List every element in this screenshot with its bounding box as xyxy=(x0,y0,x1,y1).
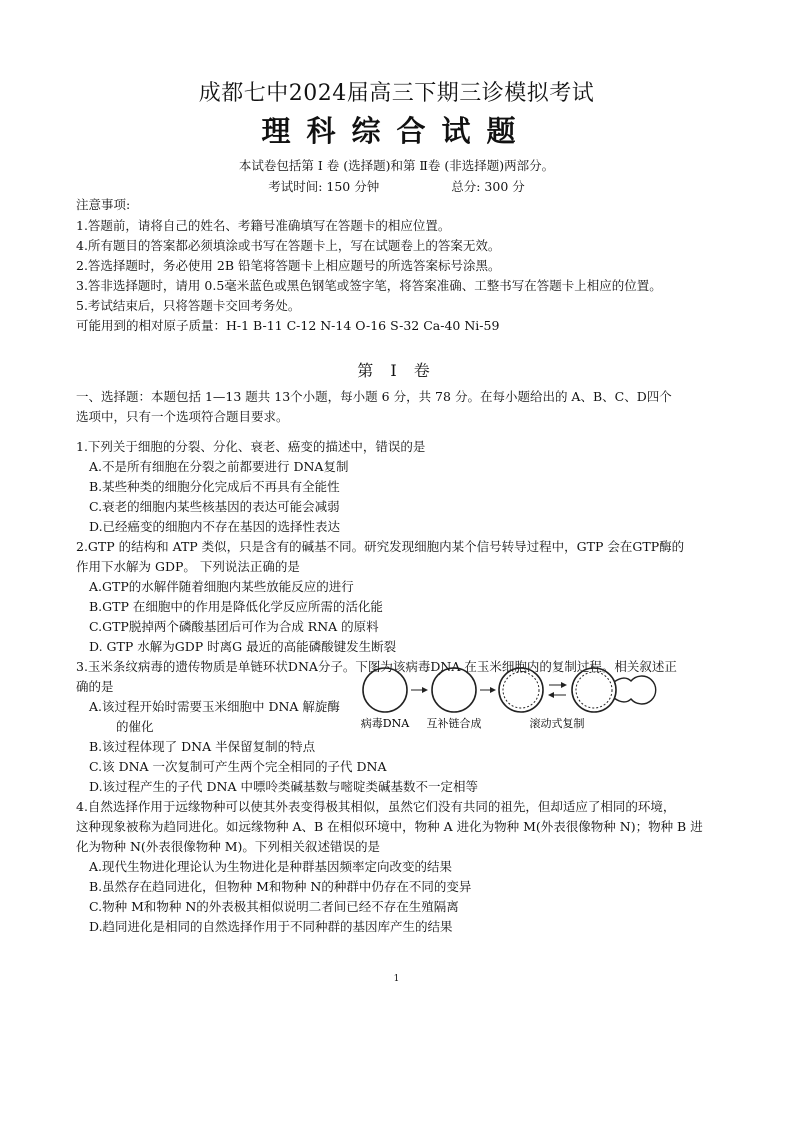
question-4-stem: 这种现象被称为趋同进化。如远缘物种 A、B 在相似环境中，物种 A 进化为物种 M(外表很像物种 N)；物种 B 进 xyxy=(76,819,703,834)
question-2-stem: 作用下水解为 GDP。 下列说法正确的是 xyxy=(76,559,300,574)
question-3-option-d: D.该过程产生的子代 DNA 中嘌呤类碱基数与嘧啶类碱基数不一定相等 xyxy=(89,779,478,794)
page-number: 1 xyxy=(393,974,400,984)
note-item: 2.答选择题时，务必使用 2B 铅笔将答题卡上相应题号的所选答案标号涂黑。 xyxy=(76,258,501,273)
question-4-stem: 化为物种 N(外表很像物种 M)。下列相关叙述错误的是 xyxy=(76,839,380,854)
note-item: 4.所有题目的答案都必须填涂或书写在答题卡上，写在试题卷上的答案无效。 xyxy=(76,238,501,253)
rolling-circle xyxy=(572,668,616,712)
rolling-circle-inner xyxy=(576,672,612,708)
question-4-stem: 4.自然选择作用于远缘物种可以使其外表变得极其相似，虽然它们没有共同的祖先，但却适应了相同的环境， xyxy=(76,799,676,814)
dna-replication-figure xyxy=(355,663,660,735)
note-item: 5.考试结束后，只将答题卡交回考务处。 xyxy=(76,298,301,313)
atomic-masses: 可能用到的相对原子质量：H-1 B-11 C-12 N-14 O-16 S-32 Ca-40 Ni-59 xyxy=(76,318,500,333)
question-3-stem: 3.玉米条纹病毒的遗传物质是单链环状DNA分子。下图为该病毒DNA 在玉米细胞内的复制过程。相关叙述正 xyxy=(76,659,677,674)
exam-time: 考试时间: 150 分钟 xyxy=(268,179,380,194)
question-3-option-a-cont: 的催化 xyxy=(116,719,154,734)
question-3-stem: 确的是 xyxy=(76,679,114,694)
question-3-option-c: C.该 DNA 一次复制可产生两个完全相同的子代 DNA xyxy=(89,759,387,774)
question-1-option-b: B.某些种类的细胞分化完成后不再具有全能性 xyxy=(89,479,340,494)
note-item: 3.答非选择题时，请用 0.5毫米蓝色或黑色钢笔或签字笔，将答案准确、工整书写在答题卡上相应的位置。 xyxy=(76,278,662,293)
question-4-option-d: D.趋同进化是相同的自然选择作用于不同种群的基因库产生的结果 xyxy=(89,919,453,934)
paper-intro: 本试卷包括第 Ⅰ 卷 (选择题)和第 Ⅱ卷 (非选择题)两部分。 xyxy=(238,158,555,173)
question-1-stem: 1.下列关于细胞的分裂、分化、衰老、癌变的描述中，错误的是 xyxy=(76,439,426,454)
question-3-option-b: B.该过程体现了 DNA 半保留复制的特点 xyxy=(89,739,316,754)
section-instructions: 选项中，只有一个选项符合题目要求。 xyxy=(76,409,289,424)
ds-circle-inner xyxy=(503,672,539,708)
question-4-option-c: C.物种 M和物种 N的外表极其相似说明二者间已经不存在生殖隔离 xyxy=(89,899,459,914)
label-complementary-synthesis: 互补链合成 xyxy=(426,717,482,730)
label-virus-dna: 病毒DNA xyxy=(360,717,410,730)
subject-title: 理科综合试题 xyxy=(261,114,532,148)
virus-dna-circle xyxy=(363,668,407,712)
question-2-option-a: A.GTP的水解伴随着细胞内某些放能反应的进行 xyxy=(89,579,354,594)
question-1-option-d: D.已经癌变的细胞内不存在基因的选择性表达 xyxy=(89,519,341,534)
exam-title: 成都七中2024届高三下期三诊模拟考试 xyxy=(198,81,595,106)
question-3-option-a: A.该过程开始时需要玉米细胞中 DNA 解旋酶 xyxy=(89,699,340,714)
question-2-option-c: C.GTP脱掉两个磷酸基团后可作为合成 RNA 的原料 xyxy=(89,619,379,634)
question-2-option-d: D. GTP 水解为GDP 时离G 最近的高能磷酸键发生断裂 xyxy=(89,639,397,654)
section-instructions: 一、选择题：本题包括 1—13 题共 13个小题，每小题 6 分，共 78 分。在每小题给出的 A、B、C、D四个 xyxy=(76,389,672,404)
question-1-option-c: C.衰老的细胞内某些核基因的表达可能会减弱 xyxy=(89,499,340,514)
question-4-option-b: B.虽然存在趋同进化，但物种 M和物种 N的种群中仍存在不同的变异 xyxy=(89,879,472,894)
question-4-option-a: A.现代生物进化理论认为生物进化是种群基因频率定向改变的结果 xyxy=(89,859,453,874)
note-item: 1.答题前，请将自己的姓名、考籍号准确填写在答题卡的相应位置。 xyxy=(76,218,451,233)
total-score: 总分: 300 分 xyxy=(451,179,525,194)
question-1-option-a: A.不是所有细胞在分裂之前都要进行 DNA复制 xyxy=(89,459,349,474)
label-rolling-replication: 滚动式复制 xyxy=(529,717,585,730)
notes-heading: 注意事项: xyxy=(76,197,131,212)
section-title: 第 Ⅰ 卷 xyxy=(357,361,436,380)
displaced-strand-loop xyxy=(614,676,656,704)
question-2-stem: 2.GTP 的结构和 ATP 类似，只是含有的碱基不同。研究发现细胞内某个信号转导过程中，GTP 会在GTP酶的 xyxy=(76,539,685,554)
exam-info xyxy=(0,177,793,195)
ds-circle-outer xyxy=(499,668,543,712)
question-2-option-b: B.GTP 在细胞中的作用是降低化学反应所需的活化能 xyxy=(89,599,383,614)
